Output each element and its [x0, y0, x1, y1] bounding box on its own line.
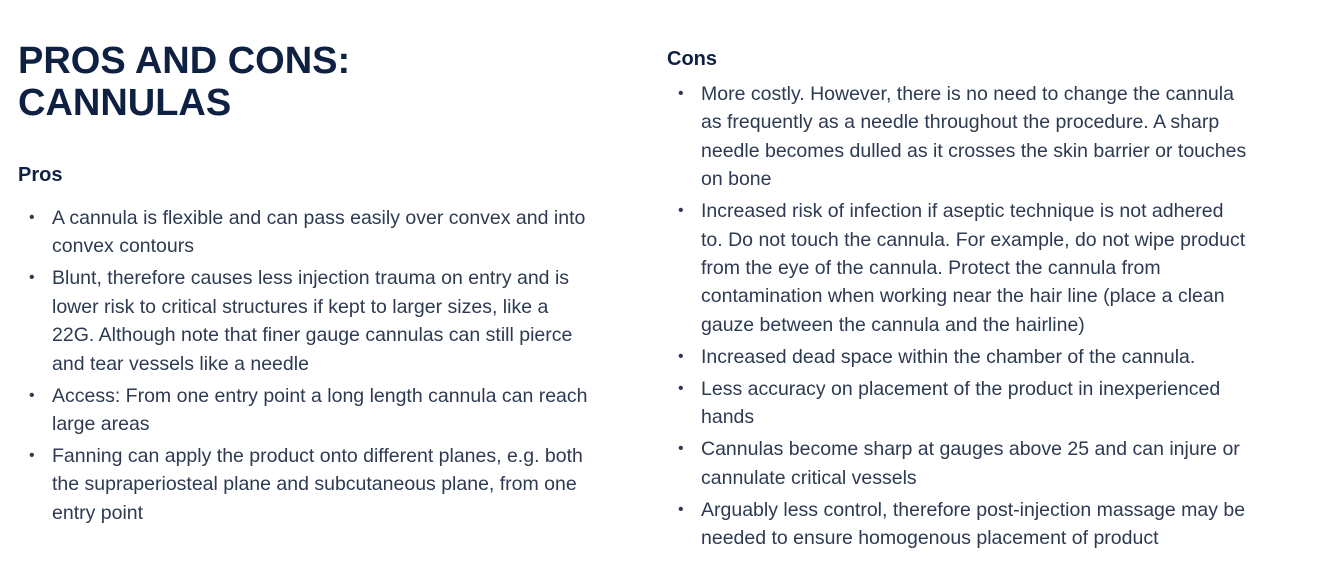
cons-item: [667, 80, 1247, 194]
pros-heading: Pros: [18, 164, 63, 186]
cons-item-text: Arguably less control, therefore post-injection massage may be needed to ensure homogenous placement of product: [701, 498, 1246, 550]
right-column: [667, 46, 1247, 556]
cons-item-text: Increased dead space within the chamber of the cannula.: [701, 345, 1196, 368]
left-column: [18, 40, 588, 531]
pros-item-text: Access: From one entry point a long length cannula can reach large areas: [52, 384, 588, 436]
cons-item: [667, 343, 1247, 371]
bullet-icon: •: [29, 447, 35, 465]
cons-list: [667, 80, 1247, 552]
pros-list: [18, 204, 588, 527]
cons-item: [667, 375, 1247, 432]
pros-item-text: Fanning can apply the product onto different planes, e.g. both the supraperiosteal plane and subcutaneous plane, from one entry point: [52, 445, 583, 524]
bullet-icon: •: [678, 85, 684, 102]
bullet-icon: •: [29, 386, 35, 404]
bullet-icon: •: [678, 379, 684, 397]
cons-item: [667, 197, 1247, 339]
cons-item: [667, 496, 1247, 553]
cons-item-text: Increased risk of infection if aseptic technique is not adhered to. Do not touch the cannula. For example, do not wipe product from the eye of the cannula. Protect the cannula from contamination when working near the hair line (place a clean gauze between the cannula and the hairline): [701, 200, 1246, 336]
cons-item-text: Less accuracy on placement of the product in inexperienced hands: [701, 377, 1221, 429]
bullet-icon: •: [678, 347, 684, 365]
bullet-icon: •: [29, 269, 35, 287]
bullet-icon: •: [678, 500, 684, 518]
cons-heading: Cons: [667, 48, 717, 70]
bullet-icon: •: [678, 440, 684, 458]
pros-item-text: Blunt, therefore causes less injection trauma on entry and is lower risk to critical structures if kept to larger sizes, like a 22G. Although note that finer gauge cannulas can still pierce and tear vessels like a needle: [52, 267, 573, 375]
bullet-icon: •: [29, 209, 35, 226]
cons-item: [667, 435, 1247, 492]
cons-item-text: Cannulas become sharp at gauges above 25 and can injure or cannulate critical vessels: [701, 438, 1240, 489]
page-title: PROS AND CONS: CANNULAS: [18, 40, 351, 124]
pros-item-text: A cannula is flexible and can pass easily over convex and into convex contours: [52, 207, 586, 258]
pros-item: [18, 382, 588, 439]
cons-item-text: More costly. However, there is no need to change the cannula as frequently as a needle throughout the procedure. A sharp needle becomes dulled as it crosses the skin barrier or touches on bone: [701, 83, 1247, 191]
pros-item: [18, 442, 588, 527]
bullet-icon: •: [678, 202, 684, 220]
pros-item: [18, 204, 588, 261]
pros-item: [18, 264, 588, 378]
